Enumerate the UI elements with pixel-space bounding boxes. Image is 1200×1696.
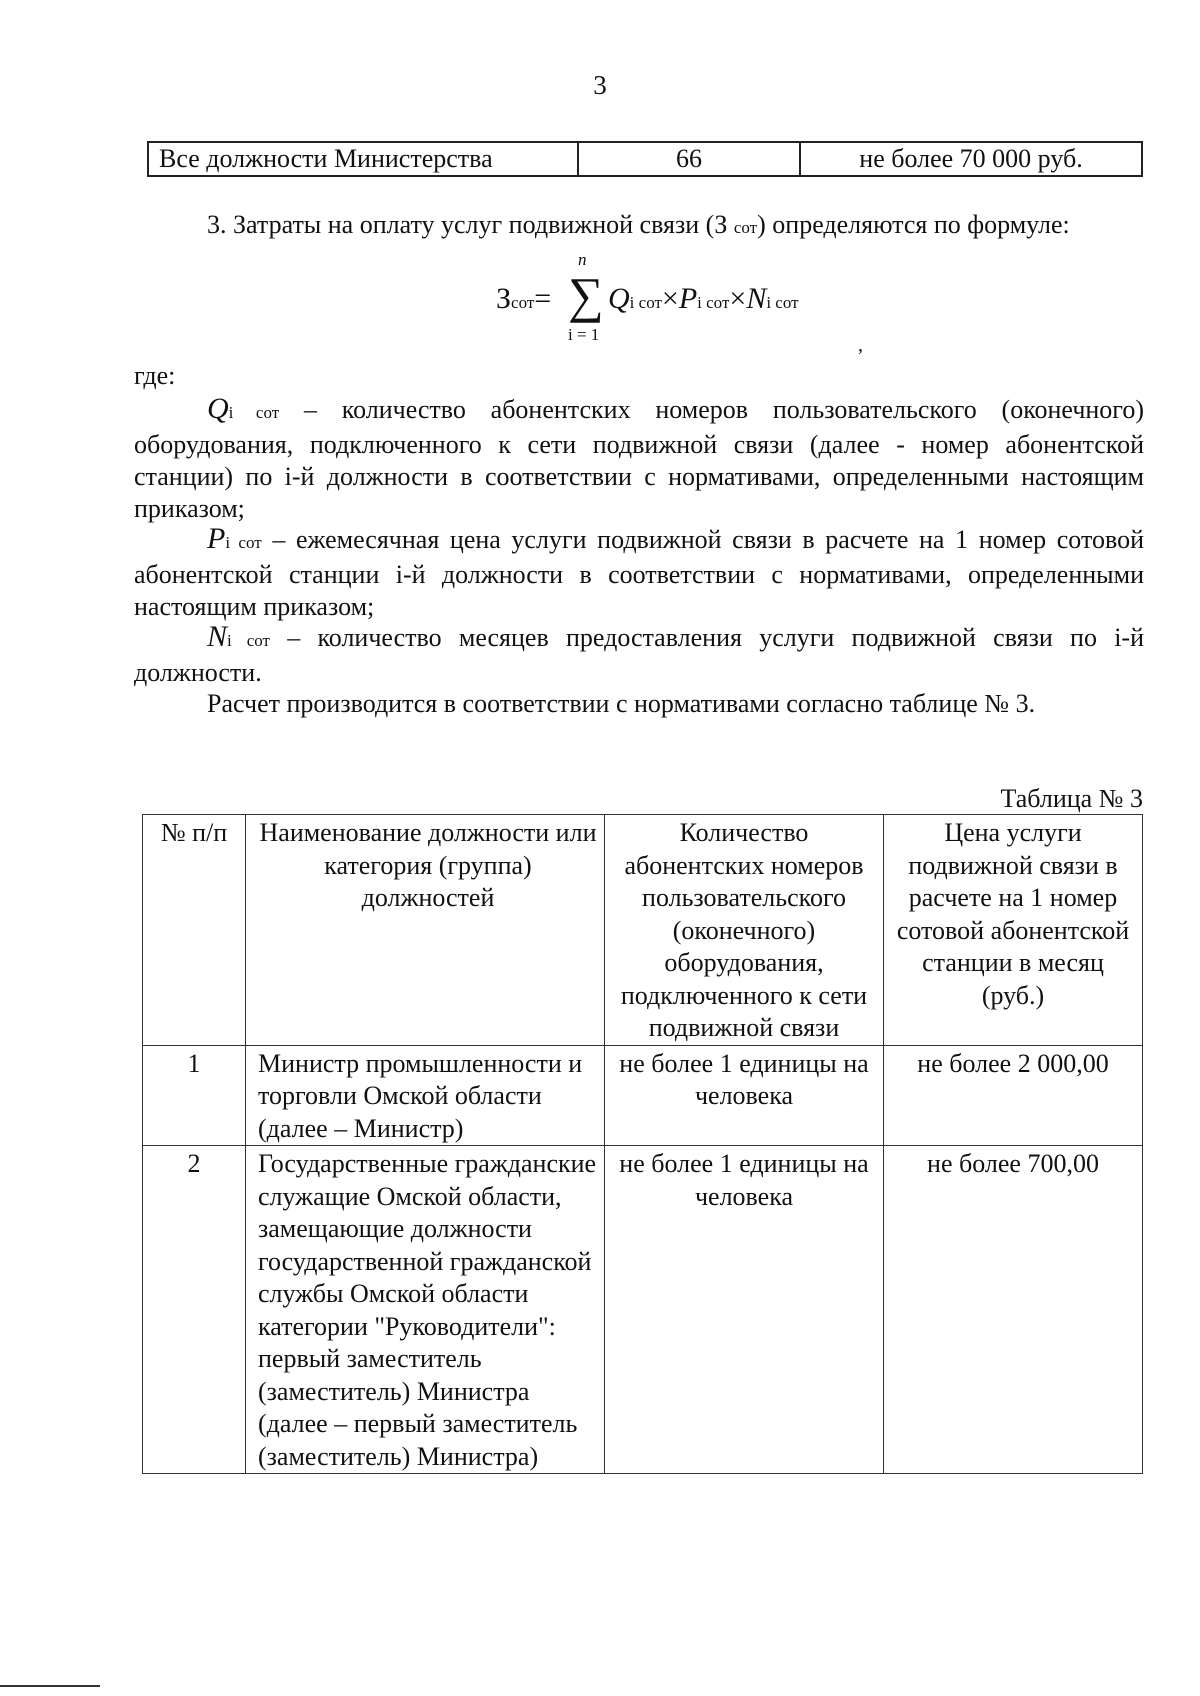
definition-n-sub: i сот: [227, 631, 270, 650]
intro-text: 3. Затраты на оплату услуг подвижной связи (З: [207, 210, 734, 239]
row-name: Государственные гражданские служащие Омской области, замещающие должности государственной гражданской службы Омской области категории "Руководители": первый заместитель (заместитель) Министра (далее – первый заместитель (заместитель) Министра): [246, 1146, 605, 1474]
row-num: 1: [143, 1045, 246, 1146]
definition-p-symbol: P: [207, 522, 226, 555]
continued-table: [147, 141, 1143, 177]
page-number: 3: [593, 70, 607, 100]
row-qty: не более 1 единицы на человека: [605, 1146, 884, 1474]
table-row: [148, 142, 1142, 176]
definition-n-symbol: N: [207, 620, 228, 653]
definition-n-text: – количество месяцев предоставления услуги подвижной связи по i-й должности.: [134, 623, 1144, 687]
formula-lhs-symbol: З: [496, 282, 512, 315]
definition-q: [134, 393, 1144, 525]
calculation-note: Расчет производится в соответствии с нормативами согласно таблице № 3.: [207, 689, 1036, 718]
definition-n: [134, 621, 1144, 689]
table-row: [143, 1146, 1143, 1474]
table-header-row: [143, 815, 1143, 1046]
count-cell: 66: [578, 142, 800, 176]
header-price: Цена услуги подвижной связи в расчете на 1 номер сотовой абонентской станции в месяц (руб.): [884, 815, 1143, 1046]
row-price: не более 700,00: [884, 1146, 1143, 1474]
definition-p-text: – ежемесячная цена услуги подвижной связи в расчете на 1 номер сотовой абонентской станции i-й должности в соответствии с нормативами, определенными настоящим приказом;: [134, 525, 1144, 621]
row-num: 2: [143, 1146, 246, 1474]
formula-q-sub: i сот: [629, 293, 662, 312]
intro-text-end: ) определяются по формуле:: [757, 210, 1070, 239]
table-caption: Таблица № 3: [1000, 784, 1143, 813]
row-name: Министр промышленности и торговли Омской области (далее – Министр): [246, 1045, 605, 1146]
sum-icon: ∑: [568, 267, 604, 323]
formula-p-sub: i сот: [697, 293, 730, 312]
mobile-norms-table: [142, 814, 1143, 1474]
sum-lower-limit: i = 1: [568, 325, 600, 344]
formula-n: N: [746, 282, 767, 315]
sum-upper-limit: n: [578, 250, 587, 269]
row-price: не более 2 000,00: [884, 1045, 1143, 1146]
position-cell: Все должности Министерства: [148, 142, 578, 176]
formula-q: Q: [608, 282, 630, 315]
row-qty: не более 1 единицы на человека: [605, 1045, 884, 1146]
cost-formula: [496, 250, 876, 356]
definition-q-symbol: Q: [207, 392, 229, 425]
definition-p: [134, 523, 1144, 623]
table-row: [143, 1045, 1143, 1146]
formula-equals: =: [534, 282, 552, 315]
definition-p-sub: i сот: [225, 533, 262, 552]
limit-cell: не более 70 000 руб.: [800, 142, 1142, 176]
header-num: № п/п: [143, 815, 246, 1046]
header-qty: Количество абонентских номеров пользовательского (оконечного) оборудования, подключенного к сети подвижной связи: [605, 815, 884, 1046]
intro-subscript: сот: [733, 218, 758, 237]
footnote-divider: [0, 1685, 100, 1687]
formula-n-sub: i сот: [766, 293, 799, 312]
formula-lhs-sub: сот: [511, 293, 535, 312]
intro-paragraph: [134, 209, 1144, 244]
formula-times-2: ×: [729, 282, 747, 315]
definition-q-text: – количество абонентских номеров пользовательского (оконечного) оборудования, подключенного к сети подвижной связи (далее - номер абонентской станции) по i-й должности в соответствии с нормативами, определенными настоящим приказом;: [134, 395, 1144, 523]
header-name: Наименование должности или категория (группа) должностей: [246, 815, 605, 1046]
formula-p: P: [678, 282, 698, 315]
formula-comma: ,: [858, 334, 863, 356]
formula-lhs: [496, 282, 551, 316]
formula-rhs: [608, 282, 799, 316]
definition-q-sub: i сот: [228, 403, 280, 422]
where-label: где:: [134, 361, 176, 390]
formula-times-1: ×: [661, 282, 679, 315]
